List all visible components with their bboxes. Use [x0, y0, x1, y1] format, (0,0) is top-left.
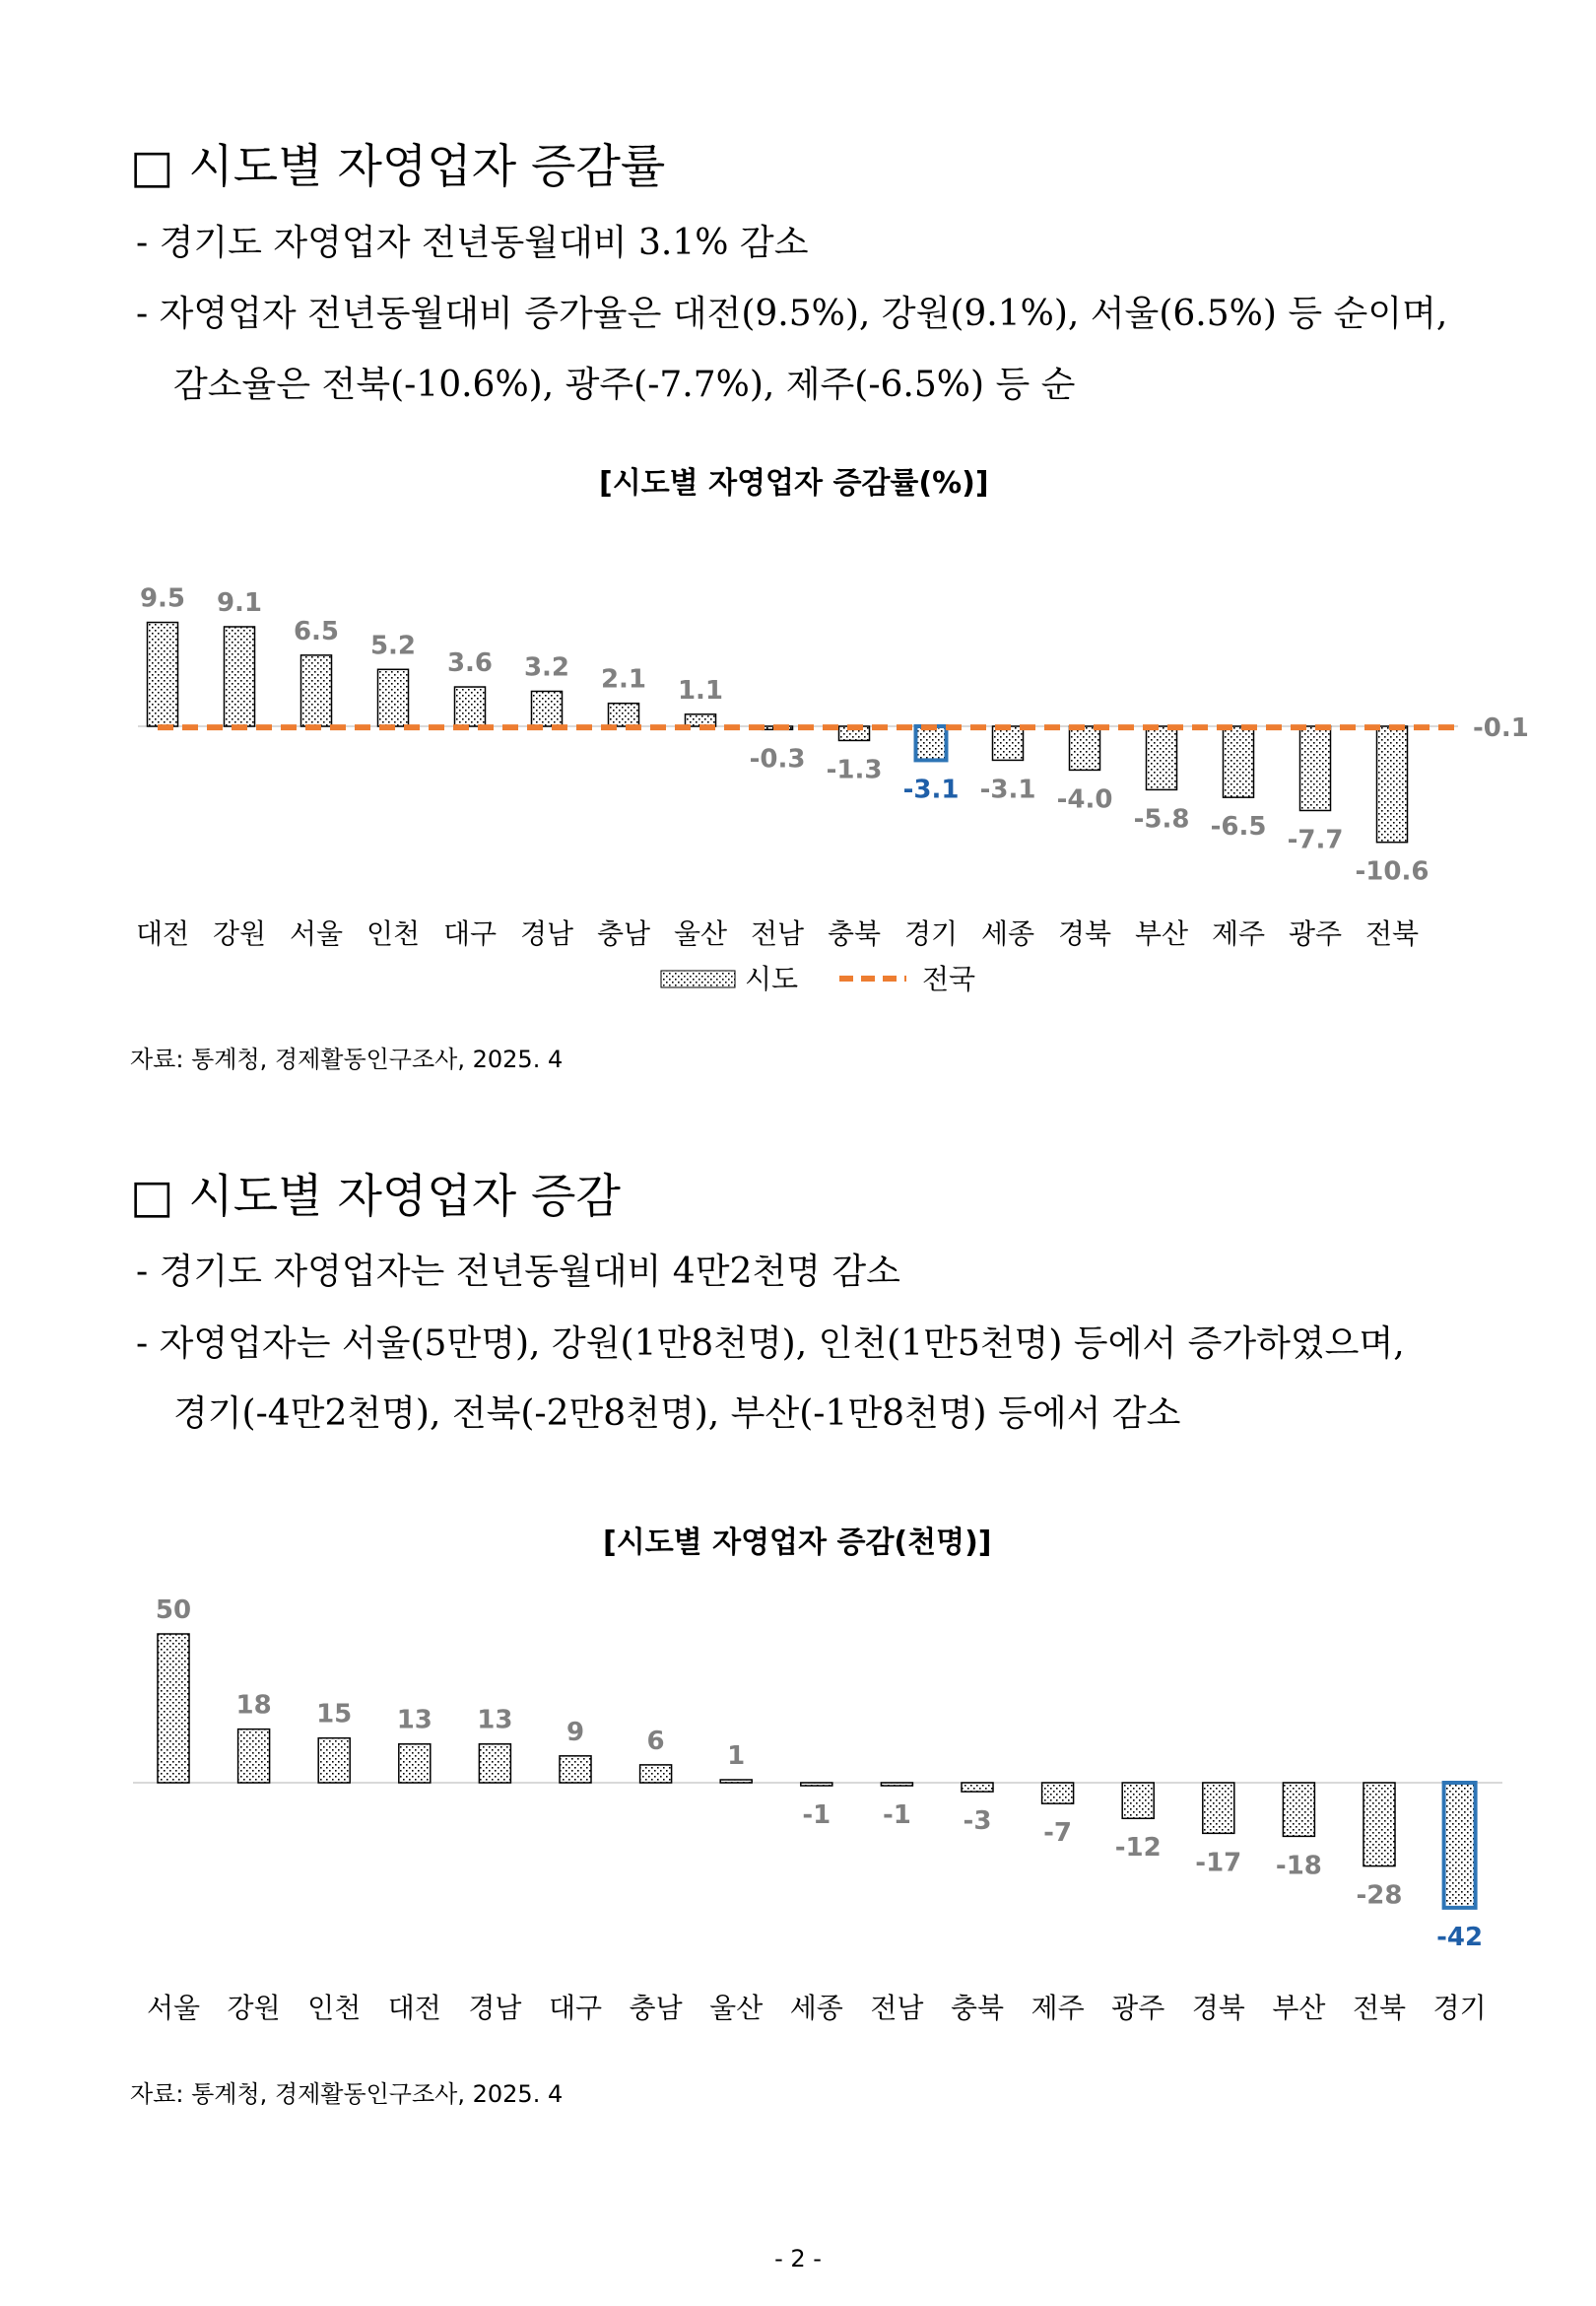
data-label: 15: [316, 1699, 353, 1730]
bar: [1444, 1783, 1476, 1908]
bar: [640, 1765, 672, 1783]
section-title-change: □ 시도별 자영업자 증감: [130, 1170, 621, 1224]
data-label: -0.3: [749, 744, 806, 775]
chart-title-rate: [시도별 자영업자 증감률(%)]: [599, 466, 989, 501]
category-label: 경북: [1057, 917, 1112, 950]
category-label: 부산: [1272, 1992, 1326, 2024]
data-label: -17: [1195, 1848, 1242, 1878]
data-label: -1.3: [826, 755, 883, 785]
data-label: -1: [802, 1800, 831, 1831]
data-label: -7: [1043, 1818, 1073, 1849]
bar: [158, 1634, 189, 1783]
category-label: 광주: [1111, 1992, 1165, 2024]
category-label: 제주: [1211, 917, 1266, 950]
data-label: -7.7: [1287, 825, 1344, 855]
bar: [1283, 1783, 1314, 1836]
category-label: 전북: [1364, 917, 1420, 950]
category-label: 인천: [366, 917, 421, 950]
bar: [148, 623, 178, 726]
bar: [1203, 1783, 1234, 1833]
rate-bar-chart: [0, 552, 1596, 1015]
category-label: 울산: [673, 917, 728, 950]
data-label: -3: [963, 1806, 992, 1837]
category-label: 인천: [307, 1992, 362, 2024]
legend-swatch-sido: [661, 971, 735, 987]
data-label: -42: [1436, 1922, 1484, 1952]
bullet-line: 감소율은 전북(-10.6%), 광주(-7.7%), 제주(-6.5%) 등 순: [173, 365, 1076, 405]
data-label: -10.6: [1355, 856, 1430, 887]
category-label: 제주: [1031, 1992, 1085, 2024]
bar: [301, 655, 332, 726]
category-label: 충북: [950, 1992, 1005, 2024]
data-label: 6.5: [293, 616, 340, 646]
bullet-line: - 경기도 자영업자 전년동월대비 3.1% 감소: [136, 223, 809, 263]
data-label: 5.2: [369, 631, 417, 661]
data-label: -5.8: [1133, 804, 1190, 835]
data-label: -3.1: [902, 775, 960, 805]
change-bar-chart: [0, 1577, 1596, 2040]
data-label: 6: [646, 1726, 665, 1756]
category-label: 경남: [519, 917, 574, 950]
bar: [479, 1744, 510, 1783]
bar: [532, 691, 563, 726]
category-label: 부산: [1134, 917, 1189, 950]
category-label: 전북: [1352, 1992, 1407, 2024]
category-label: 대구: [442, 917, 498, 950]
data-label: 9.5: [139, 583, 186, 614]
data-label: -1: [882, 1800, 911, 1831]
category-label: 광주: [1288, 917, 1343, 950]
bullet-line: - 자영업자는 서울(5만명), 강원(1만8천명), 인천(1만5천명) 등에서 증가하였으며,: [136, 1323, 1405, 1364]
bar: [378, 669, 409, 726]
bar: [1122, 1783, 1154, 1818]
legend-label-national: 전국: [922, 963, 976, 995]
data-label: -18: [1275, 1851, 1322, 1881]
data-label: 18: [235, 1690, 272, 1721]
category-label: 충남: [629, 1992, 683, 2024]
category-label: 강원: [212, 917, 267, 950]
category-label: 전남: [870, 1992, 924, 2024]
category-label: 경기: [903, 917, 959, 950]
source-note: 자료: 통계청, 경제활동인구조사, 2025. 4: [130, 1046, 564, 1073]
legend-label-sido: 시도: [745, 963, 799, 995]
data-label: -4.0: [1056, 784, 1113, 815]
bar: [1300, 726, 1331, 810]
bar: [881, 1783, 912, 1786]
bar: [318, 1738, 350, 1783]
bar: [1377, 726, 1408, 843]
bar: [1363, 1783, 1395, 1866]
page-number: - 2 -: [774, 2245, 822, 2272]
category-label: 대구: [548, 1992, 603, 2024]
data-label: 9: [565, 1717, 585, 1747]
bar: [993, 726, 1024, 760]
data-label: 9.1: [216, 587, 263, 618]
bar: [1070, 726, 1100, 770]
bar: [962, 1783, 993, 1792]
bar: [225, 627, 255, 726]
bullet-line: 경기(-4만2천명), 전북(-2만8천명), 부산(-1만8천명) 등에서 감소: [173, 1393, 1181, 1434]
category-label: 충북: [827, 917, 882, 950]
bullet-line: - 경기도 자영업자는 전년동월대비 4만2천명 감소: [136, 1252, 900, 1292]
data-label: 13: [477, 1705, 513, 1735]
category-label: 서울: [146, 1992, 201, 2024]
data-label: -28: [1356, 1880, 1403, 1911]
national-label: -0.1: [1473, 713, 1529, 744]
bullet-line: - 자영업자 전년동월대비 증가율은 대전(9.5%), 강원(9.1%), 서울(6.5%) 등 순이며,: [136, 294, 1448, 334]
category-label: 전남: [750, 917, 805, 950]
bar: [1147, 726, 1177, 789]
bar: [455, 687, 486, 726]
category-label: 강원: [227, 1992, 281, 2024]
data-label: 3.2: [523, 652, 570, 683]
bar: [1224, 726, 1254, 797]
category-label: 울산: [709, 1992, 764, 2024]
data-label: 2.1: [600, 664, 647, 695]
data-label: 3.6: [446, 648, 494, 679]
category-label: 세종: [789, 1992, 843, 2024]
data-label: 13: [396, 1705, 432, 1735]
category-label: 경북: [1191, 1992, 1245, 2024]
data-label: -6.5: [1210, 812, 1267, 843]
category-label: 경남: [468, 1992, 522, 2024]
bar: [1042, 1783, 1074, 1803]
legend: [661, 963, 975, 995]
data-label: 50: [155, 1595, 192, 1625]
data-label: 1: [727, 1740, 746, 1771]
chart-title-change: [시도별 자영업자 증감(천명)]: [603, 1526, 992, 1560]
category-label: 경기: [1432, 1992, 1487, 2024]
category-label: 충남: [596, 917, 651, 950]
bar: [916, 726, 947, 760]
bar: [609, 704, 639, 726]
bar: [399, 1744, 431, 1783]
data-label: 1.1: [677, 675, 724, 706]
data-label: -12: [1114, 1833, 1162, 1864]
bar: [801, 1783, 832, 1786]
bar: [560, 1756, 591, 1783]
category-label: 대전: [135, 917, 190, 950]
section-title-rate: □ 시도별 자영업자 증감률: [130, 140, 666, 194]
bar: [238, 1730, 270, 1783]
category-label: 세종: [980, 917, 1035, 950]
category-label: 대전: [387, 1992, 441, 2024]
category-label: 서울: [289, 917, 344, 950]
bar: [720, 1780, 752, 1783]
source-note: 자료: 통계청, 경제활동인구조사, 2025. 4: [130, 2080, 564, 2108]
data-label: -3.1: [979, 775, 1036, 805]
